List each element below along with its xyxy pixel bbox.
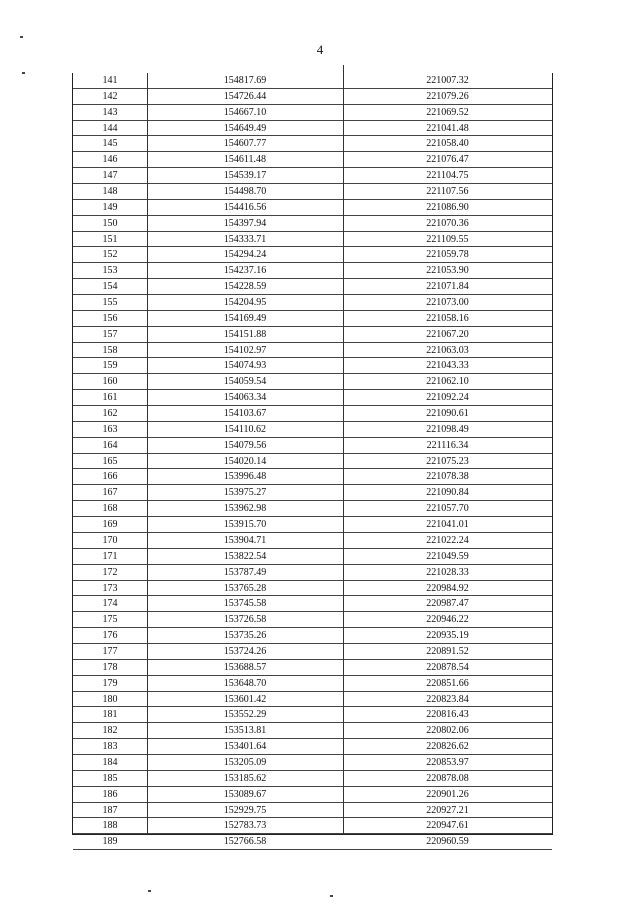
y-coordinate-cell: 220946.22	[426, 614, 469, 626]
x-coordinate-cell: 154204.95	[223, 297, 267, 309]
x-coordinate-cell: 153205.09	[223, 756, 267, 768]
x-coordinate-cell: 154607.77	[223, 138, 267, 150]
x-coordinate-cell: 153726.58	[223, 614, 267, 626]
table-row	[73, 358, 552, 374]
y-coordinate-cell: 221116.34	[426, 439, 469, 451]
y-coordinate-cell: 221098.49	[426, 423, 469, 435]
table-row	[73, 105, 552, 121]
point-number-cell: 159	[102, 360, 118, 372]
table-row	[73, 755, 552, 771]
x-coordinate-cell: 153401.64	[223, 741, 267, 753]
x-coordinate-cell: 154294.24	[223, 249, 267, 261]
point-number-cell: 174	[102, 598, 118, 610]
x-coordinate-cell: 153975.27	[223, 487, 267, 499]
table-row	[73, 787, 552, 803]
point-number-cell: 176	[102, 630, 118, 642]
x-coordinate-cell: 154498.70	[223, 186, 267, 198]
point-number-cell: 182	[102, 725, 118, 737]
x-coordinate-cell: 153513.81	[223, 725, 267, 737]
x-coordinate-cell: 154063.34	[223, 392, 267, 404]
point-number-cell: 145	[102, 138, 118, 150]
x-coordinate-cell: 153552.29	[223, 709, 267, 721]
scan-speck	[148, 890, 151, 892]
point-number-cell: 173	[102, 582, 118, 594]
x-coordinate-cell: 153601.42	[223, 693, 267, 705]
x-coordinate-cell: 153745.58	[223, 598, 267, 610]
x-coordinate-cell: 153904.71	[223, 534, 267, 546]
table-row	[73, 184, 552, 200]
x-coordinate-cell: 152929.75	[223, 804, 267, 816]
table-row	[73, 295, 552, 311]
table-row	[73, 469, 552, 485]
y-coordinate-cell: 221059.78	[426, 249, 469, 261]
x-coordinate-cell: 154169.49	[223, 312, 267, 324]
point-number-cell: 169	[102, 519, 118, 531]
table-row	[73, 168, 552, 184]
x-coordinate-cell: 154237.16	[223, 265, 267, 277]
table-row	[73, 485, 552, 501]
x-coordinate-cell: 154817.69	[223, 75, 267, 86]
y-coordinate-cell: 220891.52	[426, 645, 469, 657]
y-coordinate-cell: 221086.90	[426, 201, 469, 213]
table-row	[73, 216, 552, 232]
x-coordinate-cell: 154102.97	[223, 344, 267, 356]
point-number-cell: 153	[102, 265, 118, 277]
table-row	[73, 533, 552, 549]
point-number-cell: 158	[102, 344, 118, 356]
table-row	[73, 739, 552, 755]
x-coordinate-cell: 154539.17	[223, 170, 267, 182]
table-row	[73, 644, 552, 660]
page-number: 4	[316, 42, 324, 57]
point-number-cell: 181	[102, 709, 118, 721]
table-row	[73, 311, 552, 327]
x-coordinate-cell: 154611.48	[223, 154, 267, 166]
x-coordinate-cell: 154074.93	[223, 360, 267, 372]
x-coordinate-cell: 153996.48	[223, 471, 267, 483]
y-coordinate-cell: 221041.01	[426, 519, 469, 531]
scan-speck	[330, 895, 333, 897]
y-coordinate-cell: 221076.47	[426, 154, 469, 166]
y-coordinate-cell: 221090.84	[426, 487, 469, 499]
y-coordinate-cell: 220987.47	[426, 598, 469, 610]
y-coordinate-cell: 220935.19	[426, 630, 469, 642]
y-coordinate-cell: 221073.00	[426, 297, 469, 309]
table-row	[73, 232, 552, 248]
x-coordinate-cell: 154667.10	[223, 106, 267, 118]
x-coordinate-cell: 154059.54	[223, 376, 267, 388]
table-row	[73, 707, 552, 723]
point-number-cell: 177	[102, 645, 118, 657]
table-row	[73, 152, 552, 168]
x-coordinate-cell: 154397.94	[223, 217, 267, 229]
table-row	[73, 263, 552, 279]
point-number-cell: 180	[102, 693, 118, 705]
point-number-cell: 147	[102, 170, 118, 182]
table-row	[73, 247, 552, 263]
x-coordinate-cell: 153648.70	[223, 677, 267, 689]
point-number-cell: 161	[102, 392, 118, 404]
x-coordinate-cell: 154649.49	[223, 122, 267, 134]
x-coordinate-cell: 153787.49	[223, 566, 267, 578]
y-coordinate-cell: 221075.23	[426, 455, 469, 467]
x-coordinate-cell: 153089.67	[223, 788, 267, 800]
table-row	[73, 327, 552, 343]
table-row	[73, 438, 552, 454]
y-coordinate-cell: 221107.56	[426, 186, 469, 198]
y-coordinate-cell: 221062.10	[426, 376, 469, 388]
x-coordinate-cell: 152766.58	[223, 836, 267, 848]
x-coordinate-cell: 153915.70	[223, 519, 267, 531]
point-number-cell: 165	[102, 455, 118, 467]
table-row	[73, 390, 552, 406]
y-coordinate-cell: 221007.32	[426, 75, 469, 86]
y-coordinate-cell: 221104.75	[426, 170, 469, 182]
point-number-cell: 188	[102, 820, 118, 832]
x-coordinate-cell: 153765.28	[223, 582, 267, 594]
point-number-cell: 144	[102, 122, 118, 134]
point-number-cell: 184	[102, 756, 118, 768]
y-coordinate-cell: 221079.26	[426, 90, 469, 102]
table-row	[73, 723, 552, 739]
table-row	[73, 628, 552, 644]
y-coordinate-cell: 221022.24	[426, 534, 469, 546]
point-number-cell: 160	[102, 376, 118, 388]
table-row	[73, 596, 552, 612]
point-number-cell: 189	[102, 836, 118, 848]
point-number-cell: 155	[102, 297, 118, 309]
y-coordinate-cell: 220960.59	[426, 836, 469, 848]
y-coordinate-cell: 220927.21	[426, 804, 469, 816]
x-coordinate-cell: 153688.57	[223, 661, 267, 673]
x-coordinate-cell: 154020.14	[223, 455, 267, 467]
table-row	[73, 818, 552, 834]
point-number-cell: 152	[102, 249, 118, 261]
y-coordinate-cell: 221071.84	[426, 281, 469, 293]
table-row	[73, 771, 552, 787]
table-row	[73, 200, 552, 216]
point-number-cell: 187	[102, 804, 118, 816]
point-number-cell: 149	[102, 201, 118, 213]
x-coordinate-cell: 154333.71	[223, 233, 267, 245]
point-number-cell: 163	[102, 423, 118, 435]
x-coordinate-cell: 154079.56	[223, 439, 267, 451]
y-coordinate-cell: 221078.38	[426, 471, 469, 483]
scan-speck	[20, 36, 23, 38]
y-coordinate-cell: 220826.62	[426, 741, 469, 753]
y-coordinate-cell: 220823.84	[426, 693, 469, 705]
point-number-cell: 186	[102, 788, 118, 800]
point-number-cell: 183	[102, 741, 118, 753]
y-coordinate-cell: 221058.16	[426, 312, 469, 324]
y-coordinate-cell: 221053.90	[426, 265, 469, 277]
point-number-cell: 141	[102, 75, 118, 86]
x-coordinate-cell: 153735.26	[223, 630, 267, 642]
y-coordinate-cell: 221041.48	[426, 122, 469, 134]
point-number-cell: 162	[102, 408, 118, 420]
table-row	[73, 692, 552, 708]
y-coordinate-cell: 220901.26	[426, 788, 469, 800]
y-coordinate-cell: 221067.20	[426, 328, 469, 340]
y-coordinate-cell: 220878.08	[426, 772, 469, 784]
table-row	[73, 834, 552, 850]
point-number-cell: 157	[102, 328, 118, 340]
x-coordinate-cell: 154103.67	[223, 408, 267, 420]
table-row	[73, 676, 552, 692]
y-coordinate-cell: 221057.70	[426, 503, 469, 515]
point-number-cell: 148	[102, 186, 118, 198]
y-coordinate-cell: 220816.43	[426, 709, 469, 721]
point-number-cell: 178	[102, 661, 118, 673]
point-number-cell: 143	[102, 106, 118, 118]
table-row	[73, 501, 552, 517]
point-number-cell: 166	[102, 471, 118, 483]
y-coordinate-cell: 221043.33	[426, 360, 469, 372]
x-coordinate-cell: 154416.56	[223, 201, 267, 213]
y-coordinate-cell: 221063.03	[426, 344, 469, 356]
x-coordinate-cell: 153962.98	[223, 503, 267, 515]
scan-speck	[22, 72, 25, 74]
point-number-cell: 156	[102, 312, 118, 324]
point-number-cell: 179	[102, 677, 118, 689]
table-row	[73, 581, 552, 597]
point-number-cell: 171	[102, 550, 118, 562]
y-coordinate-cell: 221058.40	[426, 138, 469, 150]
y-coordinate-cell: 221028.33	[426, 566, 469, 578]
point-number-cell: 150	[102, 217, 118, 229]
coordinates-table	[72, 73, 553, 848]
table-row	[73, 73, 552, 89]
table-row	[73, 517, 552, 533]
table-row	[73, 89, 552, 105]
x-coordinate-cell: 153185.62	[223, 772, 267, 784]
point-number-cell: 142	[102, 90, 118, 102]
y-coordinate-cell: 221049.59	[426, 550, 469, 562]
x-coordinate-cell: 153724.26	[223, 645, 267, 657]
y-coordinate-cell: 221109.55	[426, 233, 469, 245]
y-coordinate-cell: 220802.06	[426, 725, 469, 737]
x-coordinate-cell: 154228.59	[223, 281, 267, 293]
x-coordinate-cell: 154110.62	[223, 423, 267, 435]
x-coordinate-cell: 153822.54	[223, 550, 267, 562]
point-number-cell: 175	[102, 614, 118, 626]
point-number-cell: 170	[102, 534, 118, 546]
table-row	[73, 406, 552, 422]
x-coordinate-cell: 154726.44	[223, 90, 267, 102]
table-row	[73, 374, 552, 390]
y-coordinate-cell: 220947.61	[426, 820, 469, 832]
table-row	[73, 121, 552, 137]
point-number-cell: 185	[102, 772, 118, 784]
point-number-cell: 167	[102, 487, 118, 499]
point-number-cell: 151	[102, 233, 118, 245]
point-number-cell: 164	[102, 439, 118, 451]
point-number-cell: 168	[102, 503, 118, 515]
table-row	[73, 803, 552, 819]
y-coordinate-cell: 220878.54	[426, 661, 469, 673]
point-number-cell: 154	[102, 281, 118, 293]
y-coordinate-cell: 221090.61	[426, 408, 469, 420]
y-coordinate-cell: 221069.52	[426, 106, 469, 118]
y-coordinate-cell: 220851.66	[426, 677, 469, 689]
point-number-cell: 172	[102, 566, 118, 578]
y-coordinate-cell: 221070.36	[426, 217, 469, 229]
table-row	[73, 422, 552, 438]
y-coordinate-cell: 221092.24	[426, 392, 469, 404]
x-coordinate-cell: 152783.73	[223, 820, 267, 832]
table-row	[73, 660, 552, 676]
table-row	[73, 549, 552, 565]
y-coordinate-cell: 220984.92	[426, 582, 469, 594]
table-row	[73, 565, 552, 581]
table-row	[73, 136, 552, 152]
table-row	[73, 454, 552, 470]
x-coordinate-cell: 154151.88	[223, 328, 267, 340]
point-number-cell: 146	[102, 154, 118, 166]
y-coordinate-cell: 220853.97	[426, 756, 469, 768]
table-row	[73, 612, 552, 628]
table-row	[73, 343, 552, 359]
table-row	[73, 279, 552, 295]
